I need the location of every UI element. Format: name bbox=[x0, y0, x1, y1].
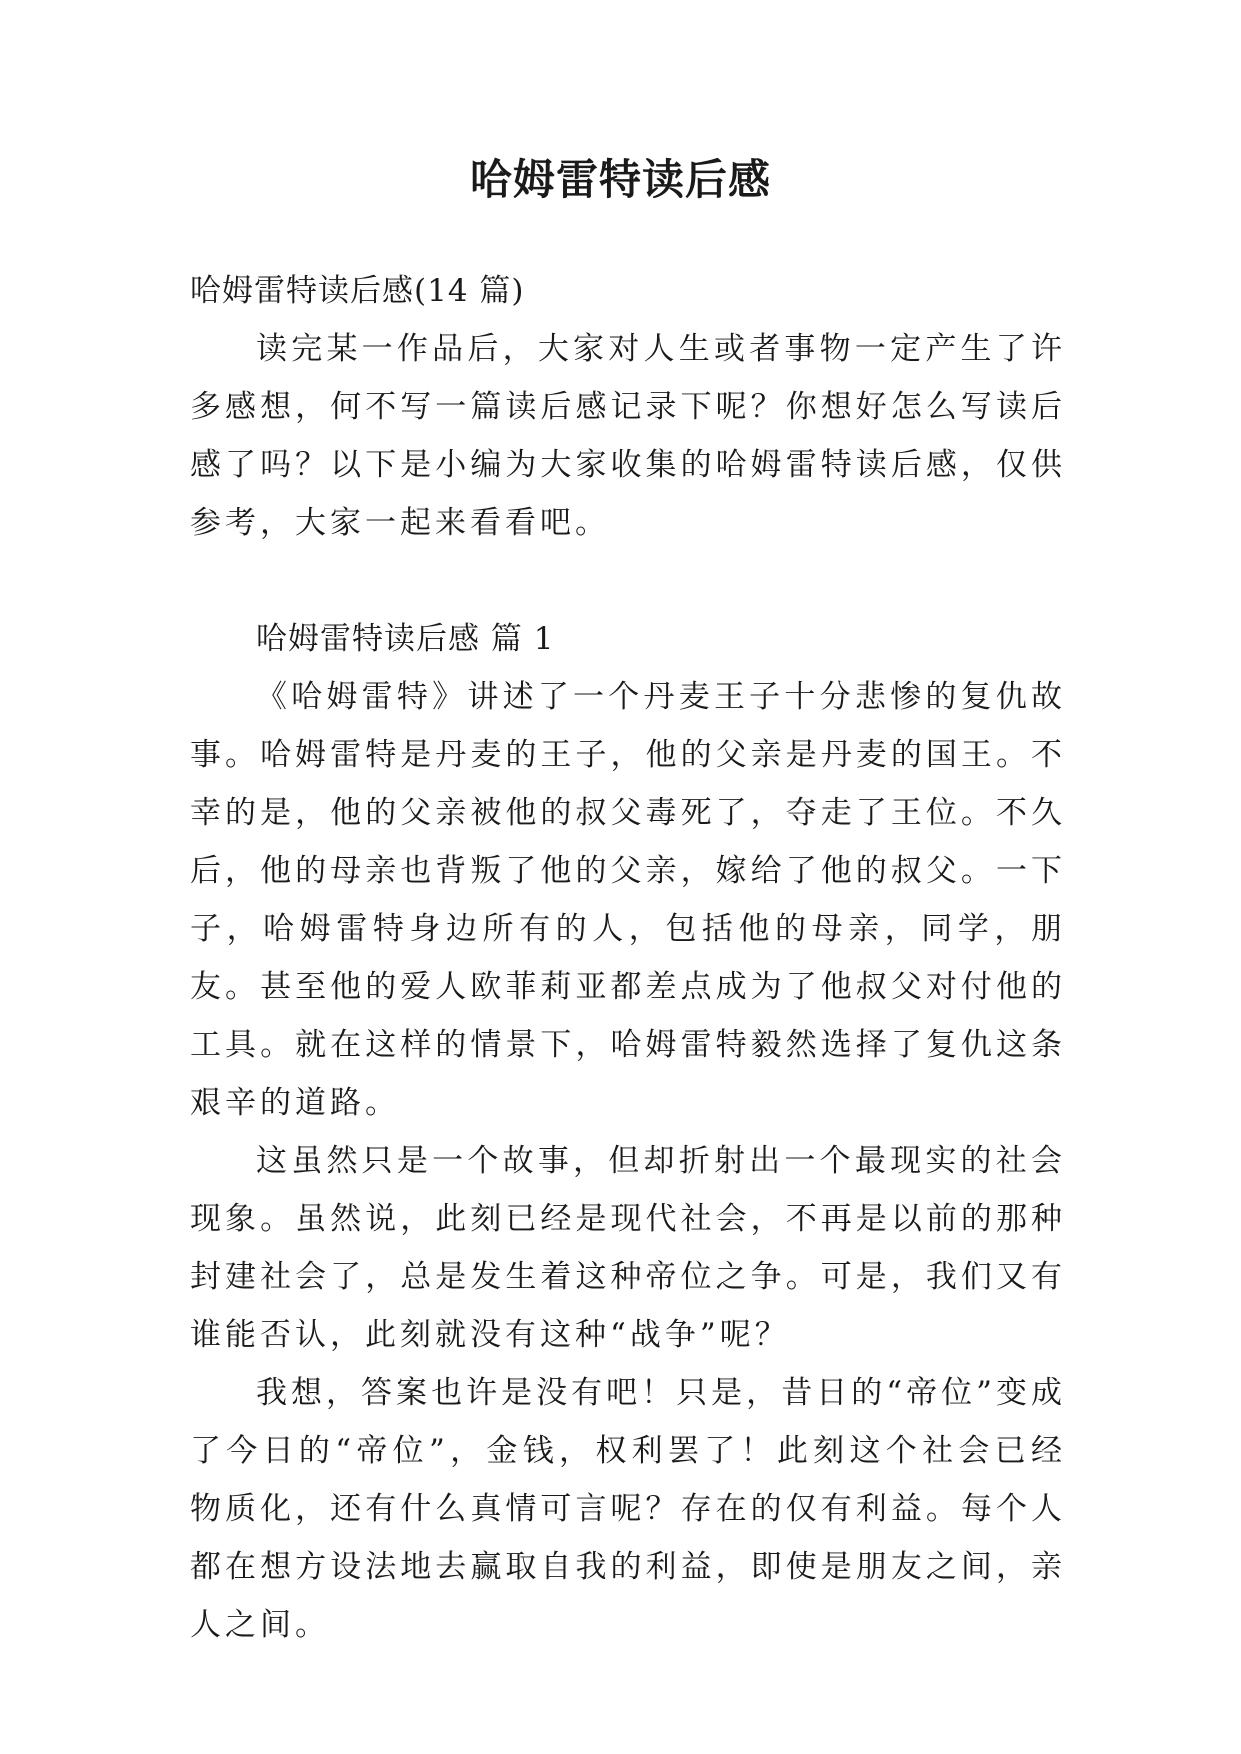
body-paragraph-3: 我想，答案也许是没有吧！只是，昔日的“帝位”变成了今日的“帝位”，金钱，权利罢了！此刻这个社会已经物质化，还有什么真情可言呢？存在的仅有利益。每个人都在想方设法地去赢取自我的利益，即使是朋友之间，亲人之间。 bbox=[190, 1375, 1066, 1643]
document-title: 哈姆雷特读后感 bbox=[469, 155, 771, 204]
body-paragraph-1: 《哈姆雷特》讲述了一个丹麦王子十分悲惨的复仇故事。哈姆雷特是丹麦的王子，他的父亲是丹麦的国王。不幸的是，他的父亲被他的叔父毒死了，夺走了王位。不久后，他的母亲也背叛了他的父亲，嫁给了他的叔父。一下子，哈姆雷特身边所有的人，包括他的母亲，同学，朋友。甚至他的爱人欧菲莉亚都差点成为了他叔父对付他的工具。就在这样的情景下，哈姆雷特毅然选择了复仇这条艰辛的道路。 bbox=[190, 679, 1066, 1121]
body-paragraph-2: 这虽然只是一个故事，但却折射出一个最现实的社会现象。虽然说，此刻已经是现代社会，不再是以前的那种封建社会了，总是发生着这种帝位之争。可是，我们又有谁能否认，此刻就没有这种“战争”呢？ bbox=[190, 1143, 1066, 1353]
intro-paragraph: 读完某一作品后，大家对人生或者事物一定产生了许多感想，何不写一篇读后感记录下呢？你想好怎么写读后感了吗？以下是小编为大家收集的哈姆雷特读后感，仅供参考，大家一起来看看吧。 bbox=[190, 331, 1066, 541]
section-heading: 哈姆雷特读后感 篇 1 bbox=[256, 621, 555, 657]
document-body bbox=[190, 262, 1066, 1654]
document-subtitle: 哈姆雷特读后感(14 篇) bbox=[190, 273, 525, 309]
paragraph-gap bbox=[190, 552, 1066, 610]
